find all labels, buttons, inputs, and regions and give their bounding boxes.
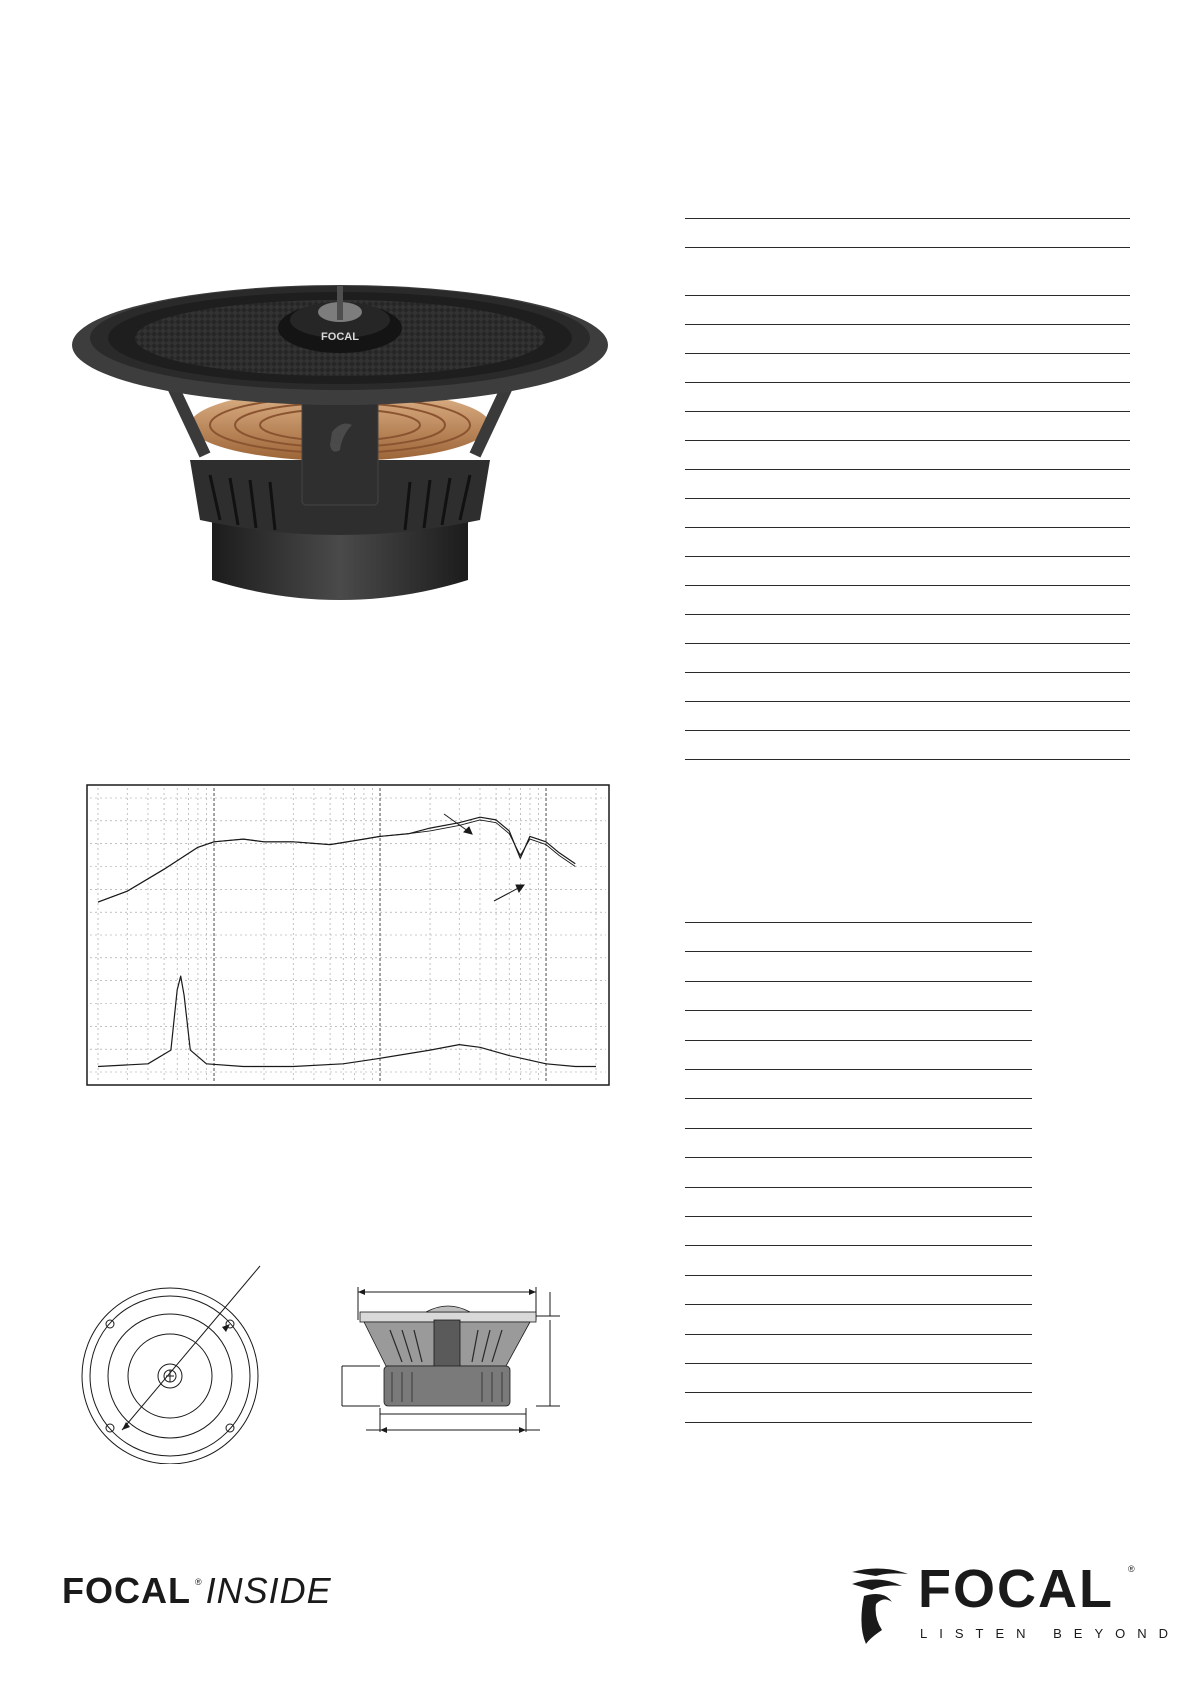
speaker-side-drawing-icon	[340, 1284, 570, 1444]
focal-inside-bold: FOCAL	[62, 1570, 191, 1611]
spec-row-rule	[685, 1216, 1032, 1217]
spec-table-bottom	[685, 922, 1032, 1422]
spec-row-rule	[685, 922, 1032, 923]
spec-row-rule	[685, 1334, 1032, 1335]
spec-row-rule	[685, 1392, 1032, 1393]
spec-table-top	[685, 218, 1130, 758]
spec-row-rule	[685, 440, 1130, 441]
spec-row-rule	[685, 469, 1130, 470]
spec-row-rule	[685, 759, 1130, 760]
spec-row-rule	[685, 1187, 1032, 1188]
spec-row-rule	[685, 951, 1032, 952]
spec-row-rule	[685, 585, 1130, 586]
spec-row-rule	[685, 643, 1130, 644]
spec-row-rule	[685, 1363, 1032, 1364]
product-photo	[70, 250, 610, 630]
spec-row-rule	[685, 1098, 1032, 1099]
product-badge-text: FOCAL	[321, 331, 359, 343]
focal-tagline: LISTEN BEYOND	[920, 1626, 1181, 1641]
spec-row-rule	[685, 411, 1130, 412]
spec-row-rule	[685, 527, 1130, 528]
spec-row-rule	[685, 1040, 1032, 1041]
spec-row-rule	[685, 218, 1130, 219]
spec-row-rule	[685, 1245, 1032, 1246]
focal-registered-mark: ®	[1128, 1564, 1135, 1574]
spec-row-rule	[685, 1157, 1032, 1158]
spec-row-rule	[685, 701, 1130, 702]
spec-row-rule	[685, 498, 1130, 499]
spec-row-rule	[685, 1128, 1032, 1129]
spec-row-rule	[685, 556, 1130, 557]
focal-wordmark: FOCAL	[918, 1559, 1114, 1619]
spec-row-rule	[685, 1010, 1032, 1011]
focal-swirl-icon	[848, 1566, 912, 1646]
spec-row-rule	[685, 1069, 1032, 1070]
registered-mark: ®	[194, 1577, 202, 1587]
spec-row-rule	[685, 382, 1130, 383]
frequency-response-chart	[86, 784, 610, 1086]
spec-row-rule	[685, 1304, 1032, 1305]
spec-row-rule	[685, 730, 1130, 731]
spec-row-rule	[685, 353, 1130, 354]
spec-row-rule	[685, 1275, 1032, 1276]
spec-row-rule	[685, 247, 1130, 248]
focal-brand-logo	[848, 1559, 1181, 1650]
speaker-front-drawing-icon	[74, 1264, 274, 1464]
spec-row-rule	[685, 614, 1130, 615]
spec-row-rule	[685, 981, 1032, 982]
focal-inside-light: INSIDE	[205, 1570, 332, 1611]
spec-row-rule	[685, 672, 1130, 673]
spec-row-rule	[685, 295, 1130, 296]
focal-inside-logo	[62, 1570, 382, 1610]
spec-row-rule	[685, 1422, 1032, 1423]
spec-row-rule	[685, 324, 1130, 325]
